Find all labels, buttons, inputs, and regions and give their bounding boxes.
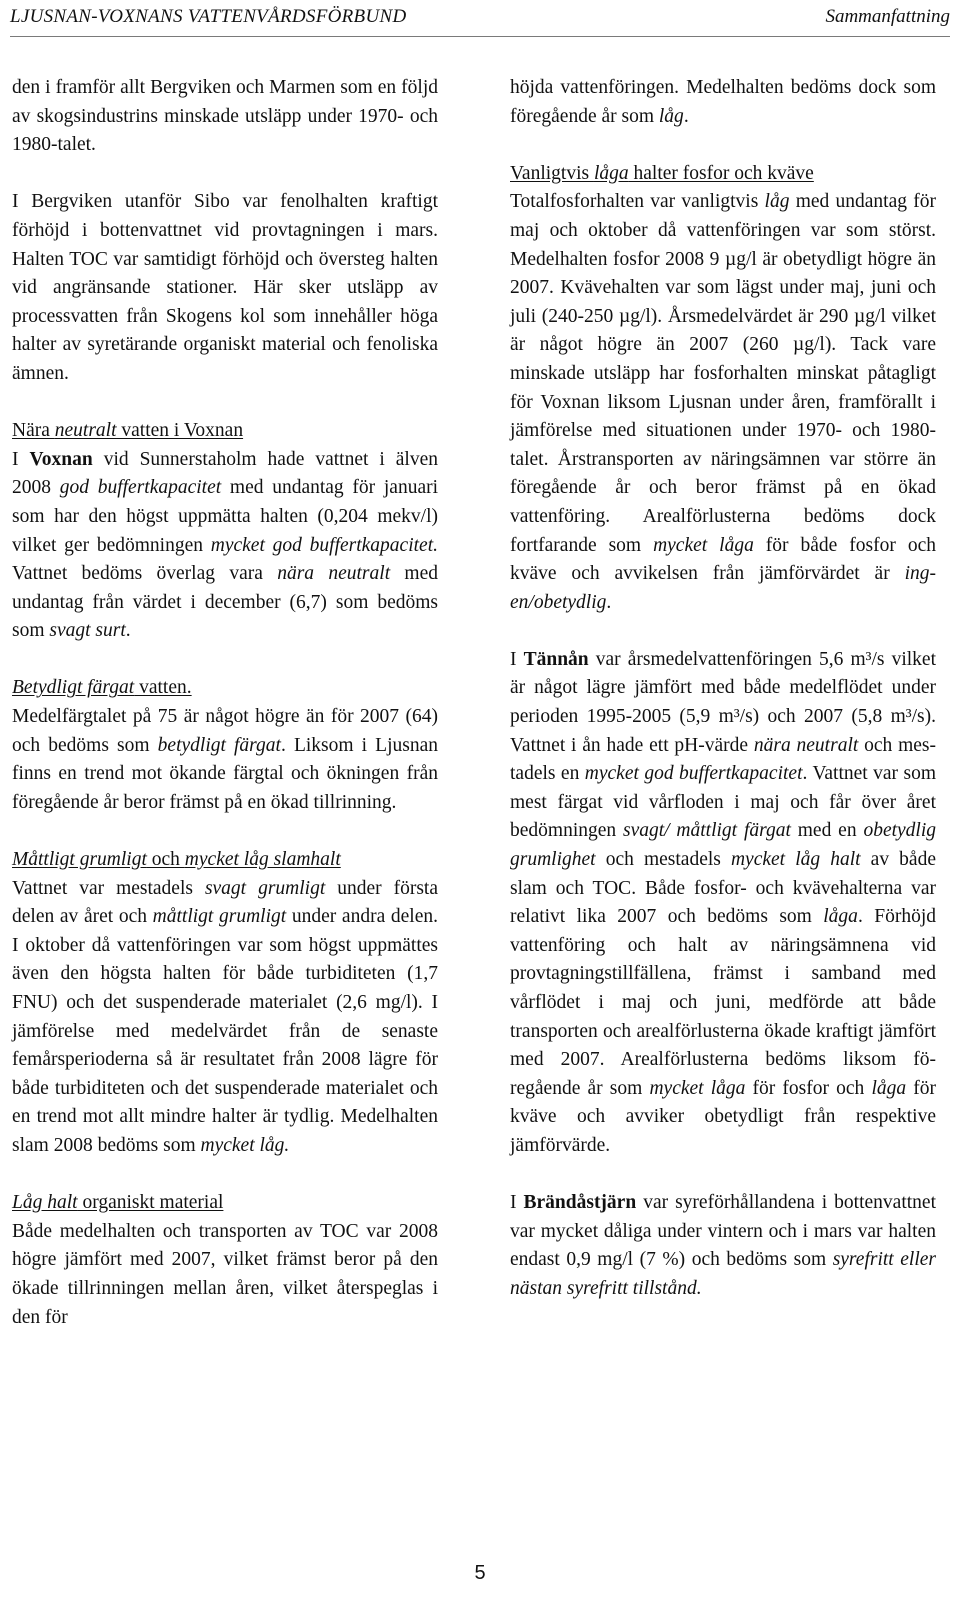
section-heading xyxy=(12,1189,438,1218)
paragraph xyxy=(12,188,438,388)
text-run: var årsmedelvattenföringen 5,6 m³/s vilket är något lägre jämfört med både medelflödet under perioden 1995-2005 (5,9 m³/s) och 2007 (5,8 m³/s). Vattnet i ån hade ett pH-värde xyxy=(510,648,936,756)
italic-text: svagt/ måttligt färgat xyxy=(623,820,791,842)
section-heading xyxy=(12,417,438,446)
text-run: och xyxy=(146,849,185,871)
italic-text: mycket låga xyxy=(653,534,754,556)
paragraph xyxy=(12,703,438,817)
text-run: med en xyxy=(790,820,864,842)
text-run: vatten. xyxy=(134,677,192,699)
section-heading xyxy=(12,846,438,875)
text-run: av både slam och TOC. Både fosfor- och kvävehalterna var relativt lika 2007 och bedöms som xyxy=(510,849,936,928)
section-heading-underline xyxy=(12,677,192,698)
text-run: med undantag för maj och oktober då vattenföringen var som störst. Medelhalten fosfor 2008 9 µg/l är obetydligt högre än 2007. Kvävehalten var som lägst under maj, juni och juli (240-250 µg/l). Årsmedelvärdet är 290 µg/l vilket är något högre än 2007 (260 µg/l). Tack vare minskade utsläpp har fosforhalten minskat påtagligt för Voxnan liksom Ljusnan under åren, framförallt i jämförelse med situationen under 1970- och 1980-talet. Årstransporten av näringsämnen var större än föregående år och beror främst på en ökad vattenföring. Arealförlusterna bedöms dock fortfarande som xyxy=(510,191,936,556)
text-run: Vattnet bedöms överlag vara xyxy=(12,563,278,585)
text-run: vatten i Voxnan xyxy=(116,420,244,442)
right-column xyxy=(510,74,936,1332)
italic-text: mycket låg slamhalt xyxy=(184,849,341,871)
italic-text: mycket god buffertkapacitet. xyxy=(210,534,438,556)
paragraph xyxy=(510,1189,936,1303)
text-run: Både medelhalten och transporten av TOC var 2008 högre jämfört med 2007, vilket främst beror på den ökade tillrinningen mellan åren, vilket återspeglas i den för xyxy=(12,1220,438,1328)
section-heading-underline xyxy=(12,420,243,441)
text-run: den i framför allt Bergviken och Marmen som en följd av skogsindustrins minskade utsläpp under 1970- och 1980-talet. xyxy=(12,77,438,156)
text-run: I xyxy=(12,448,30,470)
italic-text: mycket låga xyxy=(649,1077,746,1099)
italic-text: svagt surt xyxy=(49,620,126,642)
italic-text: mycket låg halt xyxy=(730,849,861,871)
italic-text: måttligt grumligt xyxy=(152,906,287,928)
text-run: under första delen av året och xyxy=(12,877,438,928)
italic-text: Betydligt färgat xyxy=(12,677,135,699)
left-column xyxy=(12,74,438,1361)
italic-text: Låg halt xyxy=(12,1192,78,1214)
italic-text: låga xyxy=(823,906,858,928)
header-title: LJUSNAN-VOXNANS VATTENVÅRDSFÖRBUND xyxy=(10,6,407,27)
text-run: Vanligtvis xyxy=(510,162,594,184)
italic-text: god buffertkapacitet xyxy=(59,477,222,499)
paragraph xyxy=(12,446,438,646)
text-run: . xyxy=(125,620,131,642)
paragraph xyxy=(12,1218,438,1332)
text-run: för både fosfor och kväve och avvikelsen från jämförvärdet är xyxy=(510,534,936,585)
paragraph xyxy=(12,875,438,1161)
text-run: och mestadels xyxy=(595,849,731,871)
page-number: 5 xyxy=(474,1562,486,1584)
text-run: . Förhöjd vattenföring och halt av näringsämnena vid provtagningstillfällena, främst i samband med vårflödet i maj och juni, medförde att både transporten och arealförlusterna ökade kraftigt jämfört med 2007. Arealförlusterna bedöms liksom föregående år som xyxy=(510,906,936,1099)
italic-text: låg xyxy=(658,105,684,127)
text-run: organiskt material xyxy=(77,1192,224,1214)
text-run: Medelfärgtalet på 75 är något högre än för 2007 (64) och bedöms som xyxy=(12,706,438,756)
text-run: var syreförhållandena i bottenvattnet var mycket dåliga under vintern och i mars var halten endast 0,9 mg/l (7 %) och bedöms som xyxy=(510,1192,936,1271)
italic-text: svagt grumligt xyxy=(204,877,326,899)
text-run: . xyxy=(606,591,612,613)
text-run: med undantag från värdet i december (6,7) som bedöms som xyxy=(12,563,438,642)
text-run: Vattnet var mestadels xyxy=(12,877,205,899)
italic-text: neutralt xyxy=(54,420,117,442)
italic-text: mycket låg. xyxy=(200,1134,290,1156)
text-run: höjda vattenföringen. Medelhalten bedöms dock som föregående år som xyxy=(510,77,936,127)
italic-text: ingen/obetydlig xyxy=(510,563,936,613)
text-run: under andra delen. I oktober då vattenföringen var som högst uppmättes även den högsta halten för både turbiditeten (1,7 FNU) och det suspenderade materialet (2,6 mg/l). I jämförelse med medelvärdet från de senaste femårsperioderna så är resultatet från 2008 lägre för både turbiditeten och det suspenderade materialet och en trend mot allt mindre halter är tydlig. Medelhalten slam 2008 bedöms som xyxy=(12,906,438,1156)
text-run: I xyxy=(510,1192,524,1214)
text-run: för fosfor och xyxy=(745,1077,872,1099)
text-run: Nära xyxy=(12,420,55,442)
section-heading-underline xyxy=(12,1192,223,1213)
italic-text: mycket god buffertkapacitet xyxy=(584,763,803,785)
italic-text: låga xyxy=(593,162,629,184)
italic-text: syrefritt eller nästan syrefritt tillstånd. xyxy=(510,1249,936,1299)
text-run: med undantag för januari som har den högst uppmätta halten (0,204 mekv/l) vilket ger bedömningen xyxy=(12,477,439,556)
running-header xyxy=(10,0,950,37)
text-run: I Bergviken utanför Sibo var fenolhalten kraftigt förhöjd i bottenvattnet vid provtagningen i mars. Halten TOC var samtidigt förhöjd och översteg halten vid angränsande stationer. Här sker utsläpp av processvatten från Skogens kol som innehåller höga halter av syretärande organiskt material och fenoliska ämnen. xyxy=(12,191,438,384)
header-section: Sammanfattning xyxy=(825,6,950,27)
italic-text: betydligt färgat xyxy=(157,734,281,756)
text-run: . Liksom i Ljusnan finns en trend mot ökande färgtal och ökningen från föregående år beror främst på en ökad tillrinning. xyxy=(12,734,439,813)
italic-text: Måttligt grumligt xyxy=(12,849,147,871)
text-run: . Vattnet var som mest färgat vid vårfloden i maj och får över året bedömningen xyxy=(510,763,937,842)
italic-text: låga xyxy=(871,1077,907,1099)
section-heading xyxy=(12,674,438,703)
italic-text: nära neutralt xyxy=(753,734,859,756)
text-run: Totalfosforhalten var vanligtvis xyxy=(510,191,765,213)
paragraph xyxy=(510,74,936,131)
text-run: I xyxy=(510,648,524,670)
text-run: halter fosfor och kväve xyxy=(628,162,814,184)
paragraph xyxy=(12,74,438,160)
paragraph xyxy=(510,646,936,1161)
bold-text: Voxnan xyxy=(29,448,93,470)
text-run: och mestadels en xyxy=(510,734,936,785)
section-heading-underline xyxy=(12,849,341,870)
italic-text: obetydlig grumlighet xyxy=(510,820,937,871)
section-heading-underline xyxy=(510,163,814,184)
bold-text: Brändåstjärn xyxy=(523,1192,637,1214)
italic-text: låg xyxy=(764,191,790,213)
text-run: . xyxy=(683,105,689,127)
text-run: vid Sunnerstaholm hade vattnet i älven 2008 xyxy=(12,448,438,499)
italic-text: nära neutralt xyxy=(277,563,391,585)
text-run: för kväve och avviker obetydligt från respektive jämförvärde. xyxy=(510,1077,936,1156)
bold-text: Tännån xyxy=(523,648,589,670)
section-heading xyxy=(510,160,936,189)
paragraph xyxy=(510,188,936,617)
